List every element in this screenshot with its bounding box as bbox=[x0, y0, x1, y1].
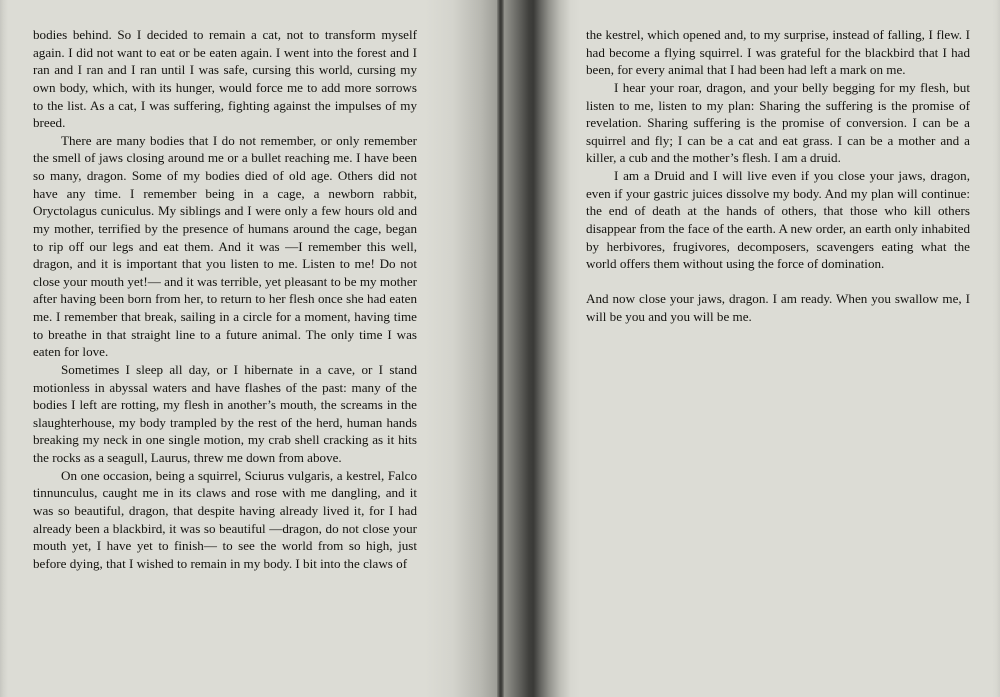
body-paragraph: I am a Druid and I will live even if you close your jaws, dragon, even if your gastric juices dissolve my body. And my plan will continue: the end of death at the hands of others, that those who kill others disappear from the face of the earth. A new order, an earth only inhabited by herbivores, frugivores, decomposers, scavengers eating what the world offers them without using the force of domination. bbox=[586, 168, 970, 272]
left-page-text-column bbox=[33, 26, 417, 572]
body-paragraph: I hear your roar, dragon, and your belly begging for my flesh, but listen to me, listen to my plan: Sharing the suffering is the promise of revelation. Sharing suffering is the promise of conversion. I can be a squirrel and fly; I can be a cat and eat grass. I can be a mother and a killer, a cub and the mother’s flesh. I am a druid. bbox=[586, 79, 970, 166]
right-page bbox=[500, 0, 1000, 697]
body-paragraph: There are many bodies that I do not remember, or only remember the smell of jaws closing around me or a bullet reaching me. I have been so many, dragon. Some of my bodies died of old age. Others did not have any time. I remember being in a cage, a newborn rabbit, Oryctolagus cuniculus. My siblings and I were only a few hours old and my mother, terrified by the presence of humans around the cage, began to rip off our legs and eat them. And it was —I remember this well, dragon, and it is important that you listen to me. Listen to me! Do not close your mouth yet!— and it was terrible, yet pleasant to be my mother after having been born from her, to return to her flesh once she had eaten me. I remember that break, sailing in a circle for a moment, having time to breathe in that straight line to a future animal. The only time I was eaten for love. bbox=[33, 132, 417, 360]
body-paragraph: bodies behind. So I decided to remain a cat, not to transform myself again. I did not want to eat or be eaten again. I went into the forest and I ran and I ran and I ran until I was safe, cursing this world, cursing my own body, which, with its hunger, would force me to add more sorrows to the list. As a cat, I was suffering, fighting against the impulses of my breed. bbox=[33, 27, 417, 131]
body-paragraph: Sometimes I sleep all day, or I hibernate in a cave, or I stand motionless in abyssal waters and have flashes of the past: many of the bodies I left are rotting, my flesh in another’s mouth, the screams in the slaughterhouse, my body trampled by the rest of the herd, human hands breaking my neck in one single motion, my crab shell cracking as it hits the rocks as a seagull, Laurus, threw me down from above. bbox=[33, 361, 417, 465]
body-paragraph: On one occasion, being a squirrel, Sciurus vulgaris, a kestrel, Falco tinnunculus, caught me in its claws and rose with me dangling, and it was so beautiful, dragon, that despite having already lived it, for I had already been a blackbird, it was so beautiful —dragon, do not close your mouth yet, I have yet to finish— to see the world from so high, just before dying, that I wished to remain in my body. I bit into the claws of bbox=[33, 467, 417, 571]
right-page-text-column bbox=[586, 26, 970, 326]
body-paragraph: And now close your jaws, dragon. I am ready. When you swallow me, I will be you and you will be me. bbox=[586, 291, 970, 324]
body-paragraph: the kestrel, which opened and, to my surprise, instead of falling, I flew. I had become a flying squirrel. I was grateful for the blackbird that I had been, for every animal that I had been had left a mark on me. bbox=[586, 27, 970, 78]
